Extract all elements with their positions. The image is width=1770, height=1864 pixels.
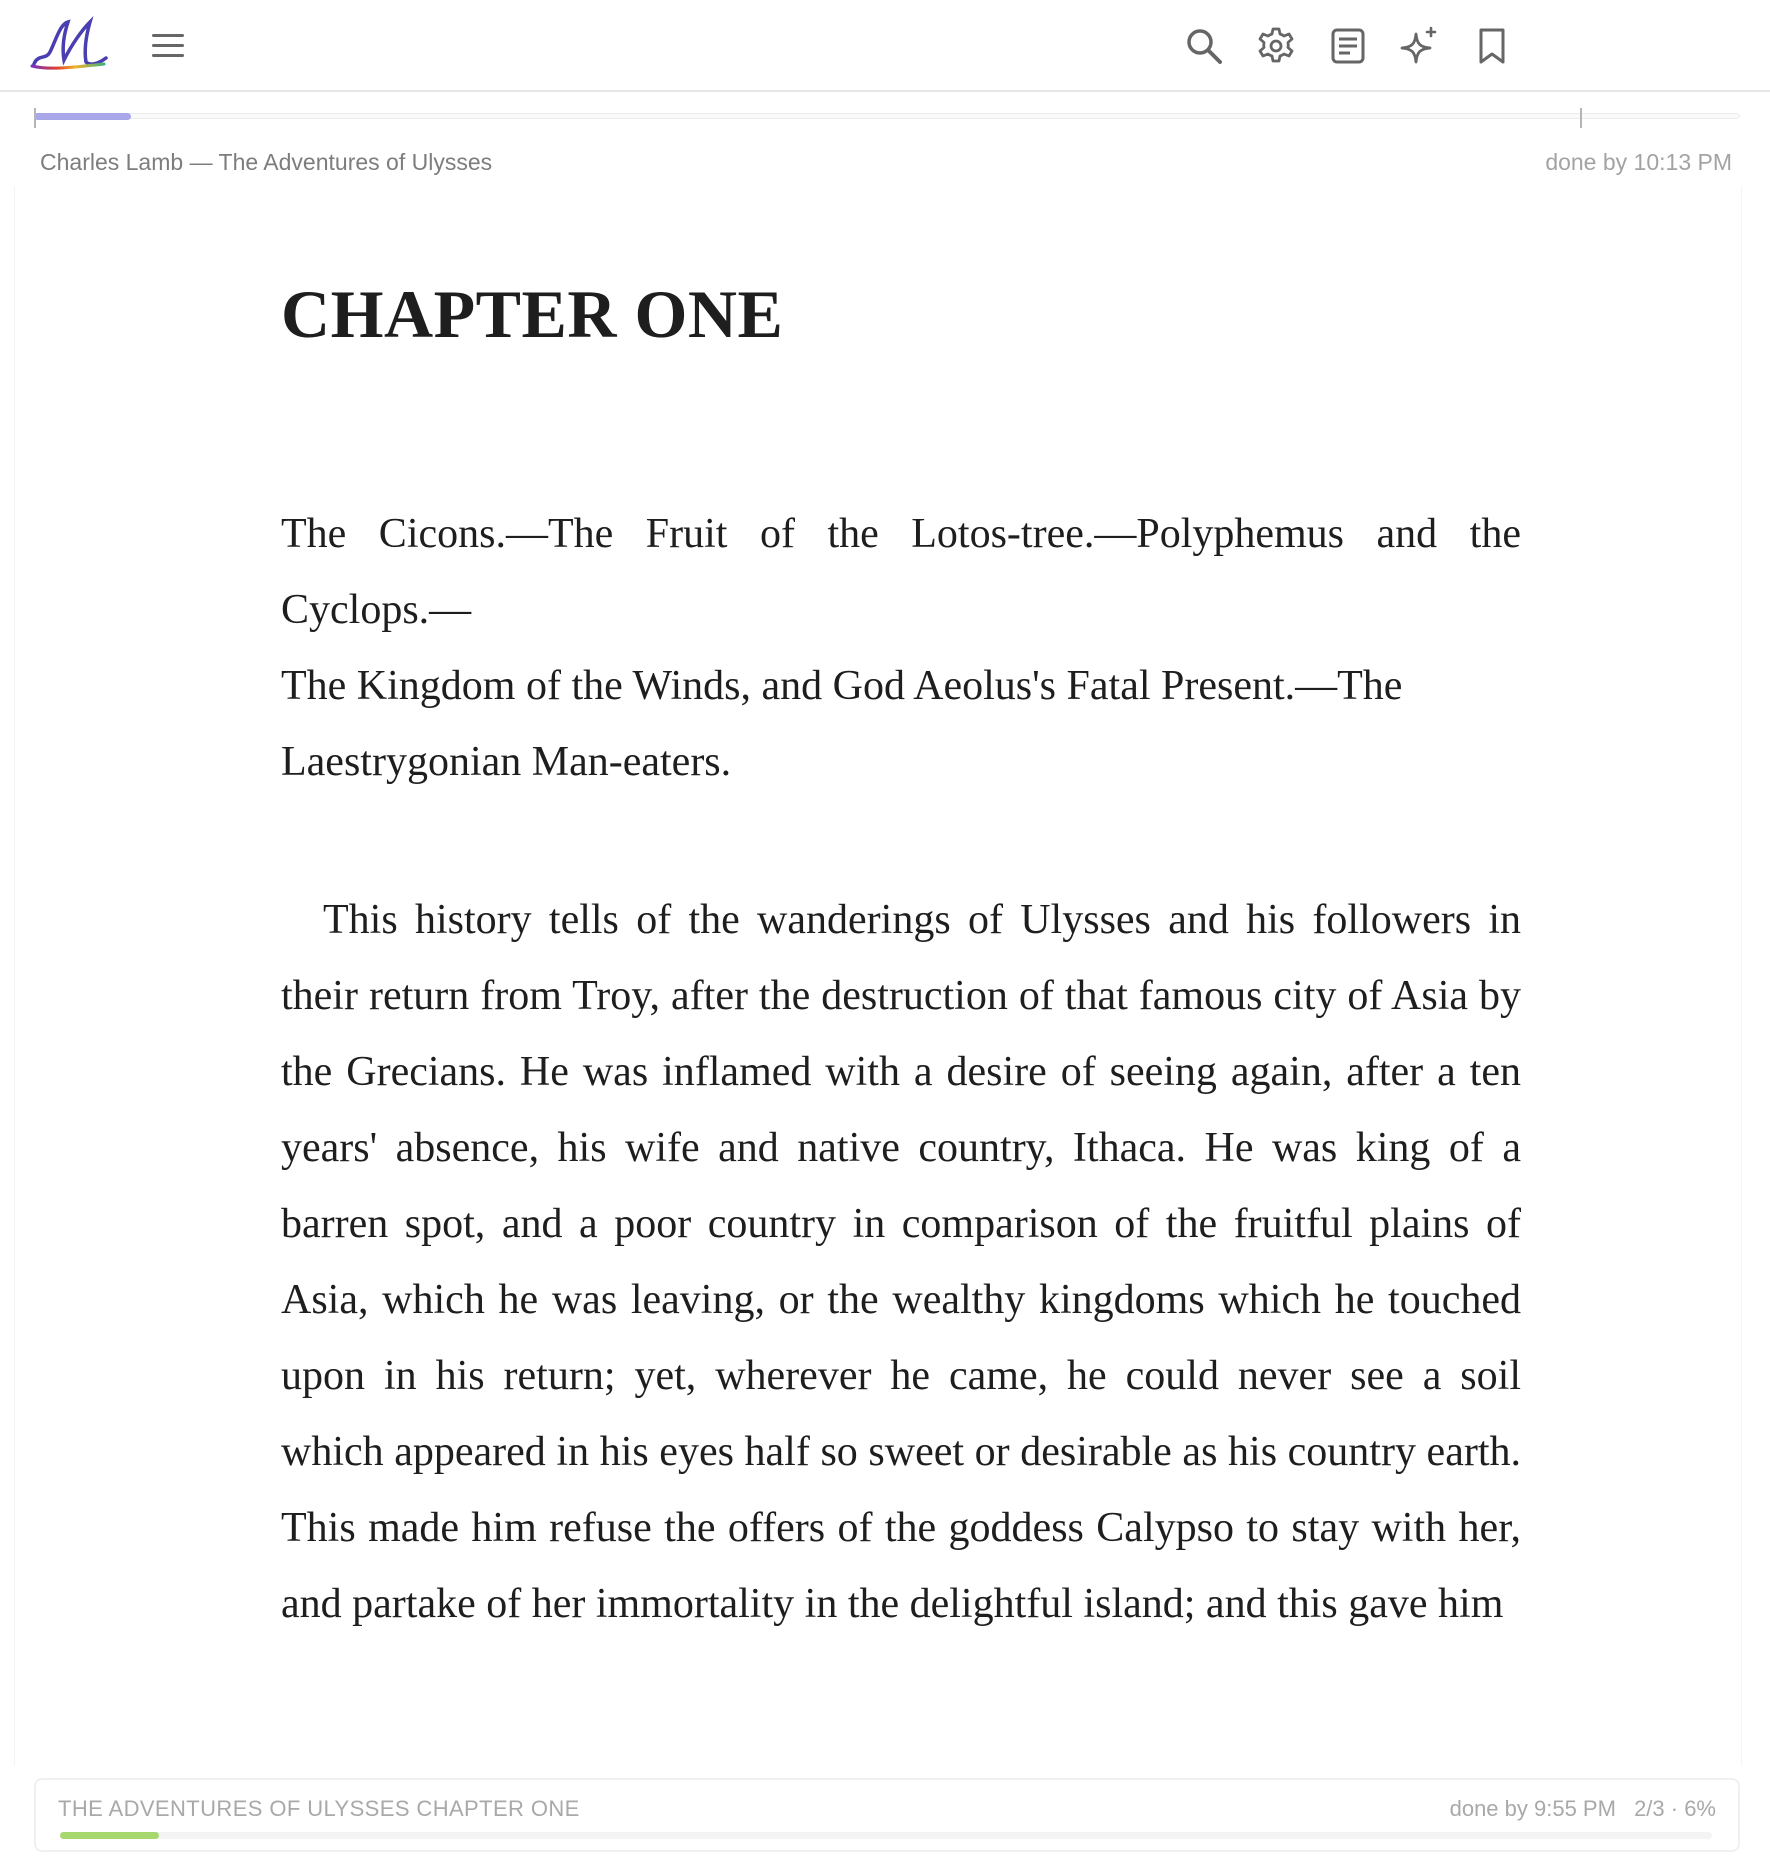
gear-icon[interactable] (1252, 22, 1300, 70)
chapter-paragraph: This history tells of the wanderings of Ulysses and his followers in their return from Troy, after the destruction of that famous city of Asia by the Grecians. He was inflamed with a desire of seeing again, after a ten years' absence, his wife and native country, Ithaca. He was king of a barren spot, and a poor country in comparison of the fruitful plains of Asia, which he was leaving, or the wealthy kingdoms which he touched upon in his return; yet, wherever he came, he could never see a soil which appeared in his eyes half so sweet or desirable as his country earth. This made him refuse the offers of the goddess Calypso to stay with her, and partake of her immortality in the delightful island; and this gave him (281, 897, 1521, 1627)
chapter-subtitle (281, 496, 1521, 800)
reading-page[interactable] (14, 186, 1742, 1766)
book-progress-chapter-tick (1580, 108, 1582, 128)
book-progress-bar[interactable] (34, 108, 1740, 126)
chapter-content (281, 274, 1521, 1642)
book-done-by-time: done by 10:13 PM (1545, 149, 1732, 175)
hamburger-menu-icon[interactable] (150, 28, 186, 64)
m-logo-icon[interactable] (28, 14, 112, 74)
footer-book-chapter: THE ADVENTURES OF ULYSSES CHAPTER ONE (58, 1796, 580, 1821)
search-icon[interactable] (1180, 22, 1228, 70)
top-toolbar (0, 0, 1770, 92)
subtitle-line: Laestrygonian Man-eaters. (281, 739, 732, 785)
bookmark-icon[interactable] (1468, 22, 1516, 70)
book-progress-track (34, 113, 1740, 119)
chapter-progress-track (60, 1832, 1712, 1839)
chapter-done-by-time: done by 9:55 PM (1449, 1796, 1616, 1821)
sparkle-icon[interactable] (1396, 22, 1444, 70)
reader-footer (34, 1778, 1740, 1852)
chapter-progress-bar[interactable] (60, 1832, 1712, 1840)
page-info: 2/3 · 6% (1634, 1796, 1716, 1821)
author-book-title: Charles Lamb — The Adventures of Ulysses (40, 149, 493, 175)
chapter-progress-fill (60, 1832, 159, 1839)
subtitle-line: Cyclops.— (281, 587, 472, 633)
chapter-title: CHAPTER ONE (281, 276, 784, 352)
footer-status (1450, 1796, 1716, 1822)
book-progress-fill (34, 113, 131, 120)
subtitle-line: The Cicons.—The Fruit of the Lotos-tree.—Polyphemus and the (281, 511, 1521, 557)
notes-icon[interactable] (1324, 22, 1372, 70)
subtitle-line: The Kingdom of the Winds, and God Aeolus's Fatal Present.—The (281, 663, 1403, 709)
book-progress-start-tick (34, 108, 36, 128)
